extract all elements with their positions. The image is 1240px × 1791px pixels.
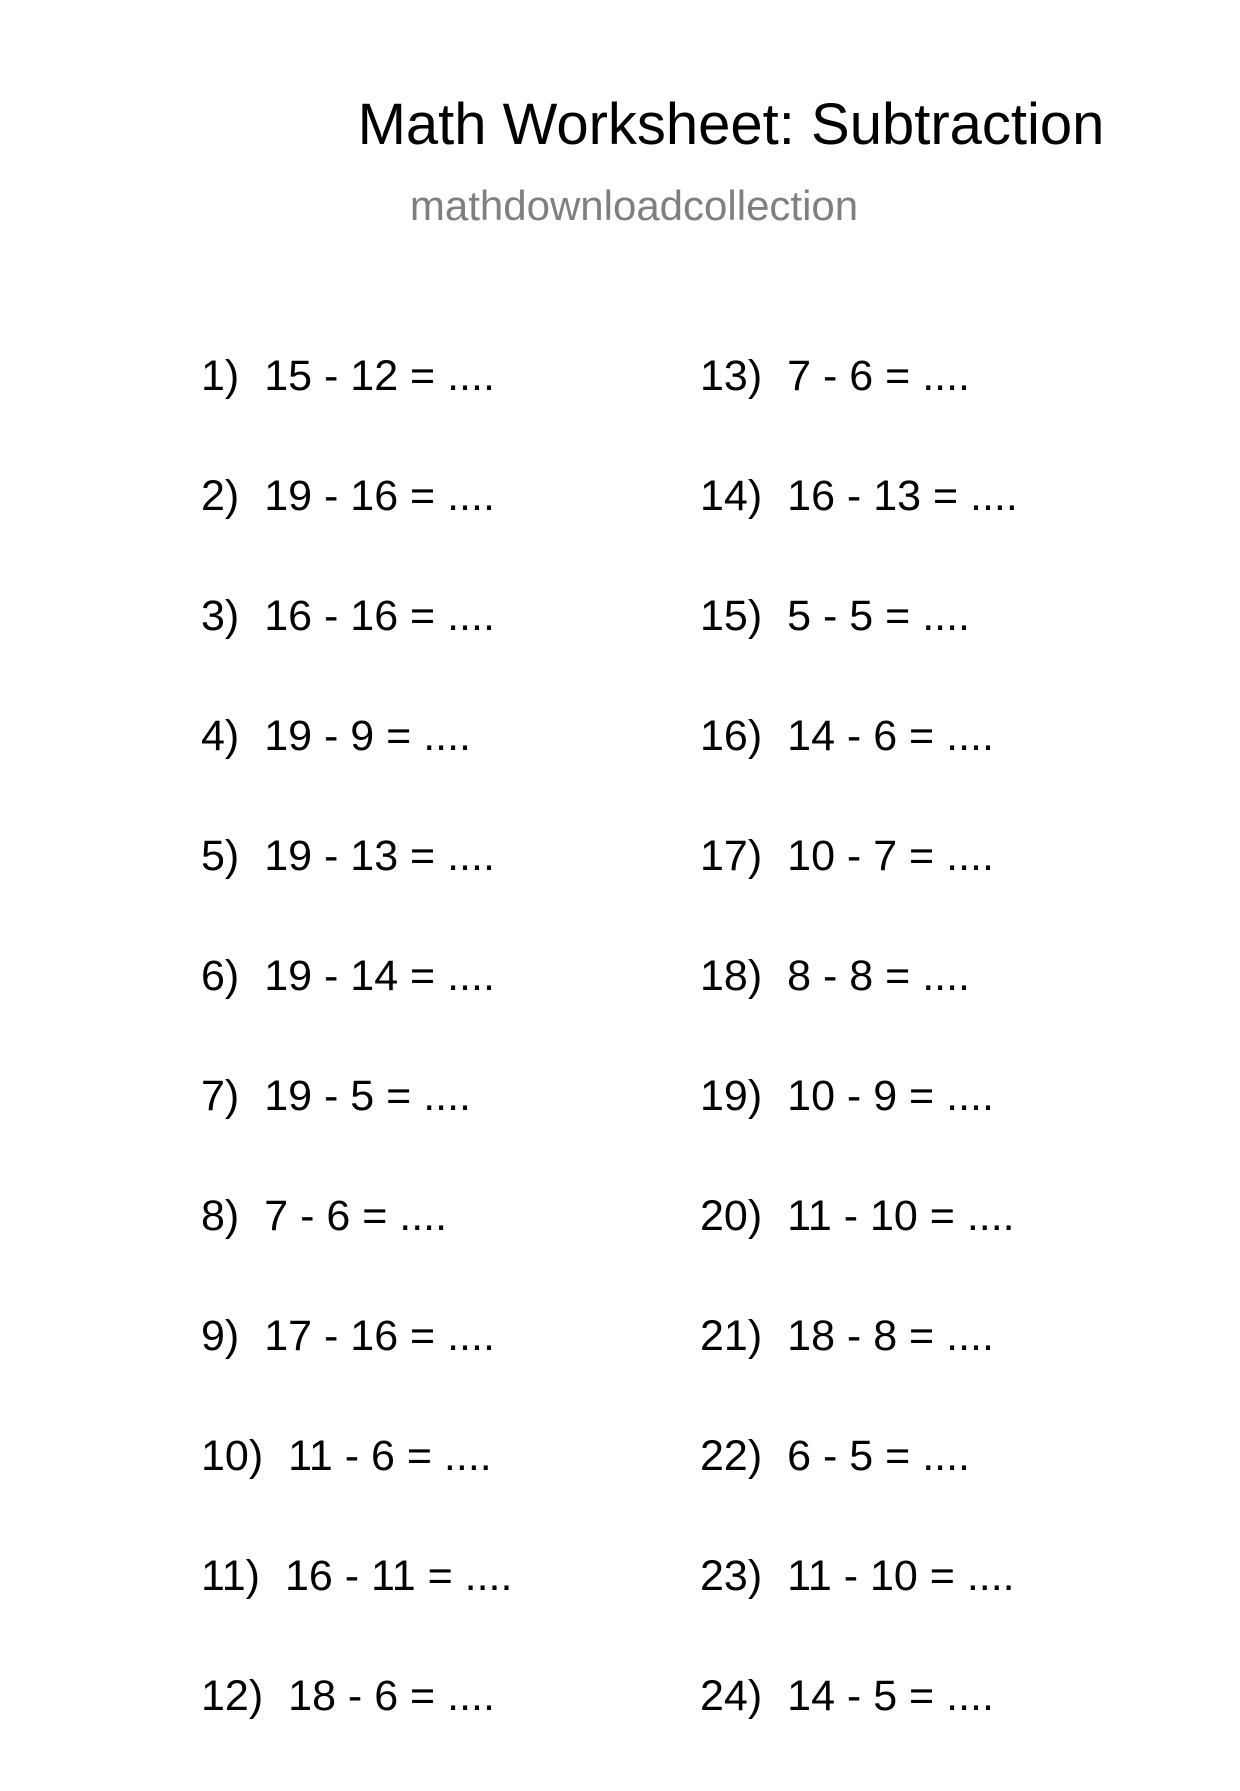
problem-item bbox=[700, 1551, 1018, 1671]
problem-number: 3) bbox=[201, 592, 240, 640]
problem-expression: 11 - 6 = .... bbox=[288, 1432, 492, 1480]
problem-item bbox=[201, 711, 512, 831]
problem-expression: 16 - 16 = .... bbox=[264, 592, 495, 640]
problem-number: 23) bbox=[700, 1552, 763, 1600]
problem-item bbox=[201, 1071, 512, 1191]
problem-expression: 6 - 5 = .... bbox=[787, 1432, 970, 1480]
problem-expression: 16 - 13 = .... bbox=[787, 472, 1018, 520]
problem-item bbox=[201, 951, 512, 1071]
problem-number: 17) bbox=[700, 832, 763, 880]
problem-expression: 19 - 13 = .... bbox=[264, 832, 495, 880]
problem-item bbox=[700, 1191, 1018, 1311]
problem-item bbox=[201, 591, 512, 711]
problem-item bbox=[201, 1671, 512, 1791]
problem-item bbox=[700, 591, 1018, 711]
problem-expression: 11 - 10 = .... bbox=[787, 1552, 1015, 1600]
problem-item bbox=[201, 1311, 512, 1431]
problem-item bbox=[700, 951, 1018, 1071]
problem-number: 6) bbox=[201, 952, 240, 1000]
problem-item bbox=[700, 1431, 1018, 1551]
problem-number: 7) bbox=[201, 1072, 240, 1120]
problem-number: 4) bbox=[201, 712, 240, 760]
problem-item bbox=[700, 1311, 1018, 1431]
problem-number: 14) bbox=[700, 472, 763, 520]
problem-item bbox=[700, 471, 1018, 591]
problem-number: 11) bbox=[201, 1552, 260, 1600]
problem-number: 21) bbox=[700, 1312, 763, 1360]
problem-expression: 19 - 16 = .... bbox=[264, 472, 495, 520]
problem-item bbox=[700, 831, 1018, 951]
problem-expression: 17 - 16 = .... bbox=[264, 1312, 495, 1360]
problem-expression: 5 - 5 = .... bbox=[787, 592, 970, 640]
problem-item bbox=[700, 711, 1018, 831]
problem-expression: 15 - 12 = .... bbox=[264, 352, 495, 400]
problem-item bbox=[201, 1431, 512, 1551]
problem-number: 22) bbox=[700, 1432, 763, 1480]
problem-expression: 10 - 9 = .... bbox=[787, 1072, 994, 1120]
problem-number: 12) bbox=[201, 1672, 264, 1720]
problem-expression: 19 - 9 = .... bbox=[264, 712, 471, 760]
problem-expression: 14 - 6 = .... bbox=[787, 712, 994, 760]
problem-column-right bbox=[700, 351, 1018, 1791]
problem-item bbox=[700, 351, 1018, 471]
problem-number: 2) bbox=[201, 472, 240, 520]
problem-expression: 14 - 5 = .... bbox=[787, 1672, 994, 1720]
problem-expression: 19 - 14 = .... bbox=[264, 952, 495, 1000]
problem-number: 16) bbox=[700, 712, 763, 760]
problem-number: 5) bbox=[201, 832, 240, 880]
problem-expression: 18 - 6 = .... bbox=[288, 1672, 495, 1720]
problem-expression: 16 - 11 = .... bbox=[284, 1552, 513, 1600]
problem-number: 18) bbox=[700, 952, 763, 1000]
problem-expression: 10 - 7 = .... bbox=[787, 832, 994, 880]
problem-number: 13) bbox=[700, 352, 763, 400]
problem-number: 20) bbox=[700, 1192, 763, 1240]
problem-item bbox=[201, 831, 512, 951]
problem-item bbox=[201, 1191, 512, 1311]
problem-number: 9) bbox=[201, 1312, 240, 1360]
problem-column-left bbox=[201, 351, 512, 1791]
page-title: Math Worksheet: Subtraction bbox=[357, 92, 1105, 157]
problem-expression: 18 - 8 = .... bbox=[787, 1312, 994, 1360]
problem-expression: 8 - 8 = .... bbox=[787, 952, 970, 1000]
problem-expression: 7 - 6 = .... bbox=[787, 352, 970, 400]
problem-number: 10) bbox=[201, 1432, 264, 1480]
problem-number: 19) bbox=[700, 1072, 763, 1120]
problem-number: 24) bbox=[700, 1672, 763, 1720]
problem-item bbox=[700, 1071, 1018, 1191]
problem-expression: 11 - 10 = .... bbox=[787, 1192, 1015, 1240]
problem-item bbox=[700, 1671, 1018, 1791]
problem-number: 8) bbox=[201, 1192, 240, 1240]
problem-item bbox=[201, 351, 512, 471]
page-subtitle: mathdownloadcollection bbox=[409, 182, 859, 229]
problem-expression: 7 - 6 = .... bbox=[264, 1192, 448, 1240]
problem-item bbox=[201, 1551, 512, 1671]
problem-item bbox=[201, 471, 512, 591]
problem-number: 15) bbox=[700, 592, 763, 640]
problem-number: 1) bbox=[201, 352, 240, 400]
problem-expression: 19 - 5 = .... bbox=[264, 1072, 471, 1120]
